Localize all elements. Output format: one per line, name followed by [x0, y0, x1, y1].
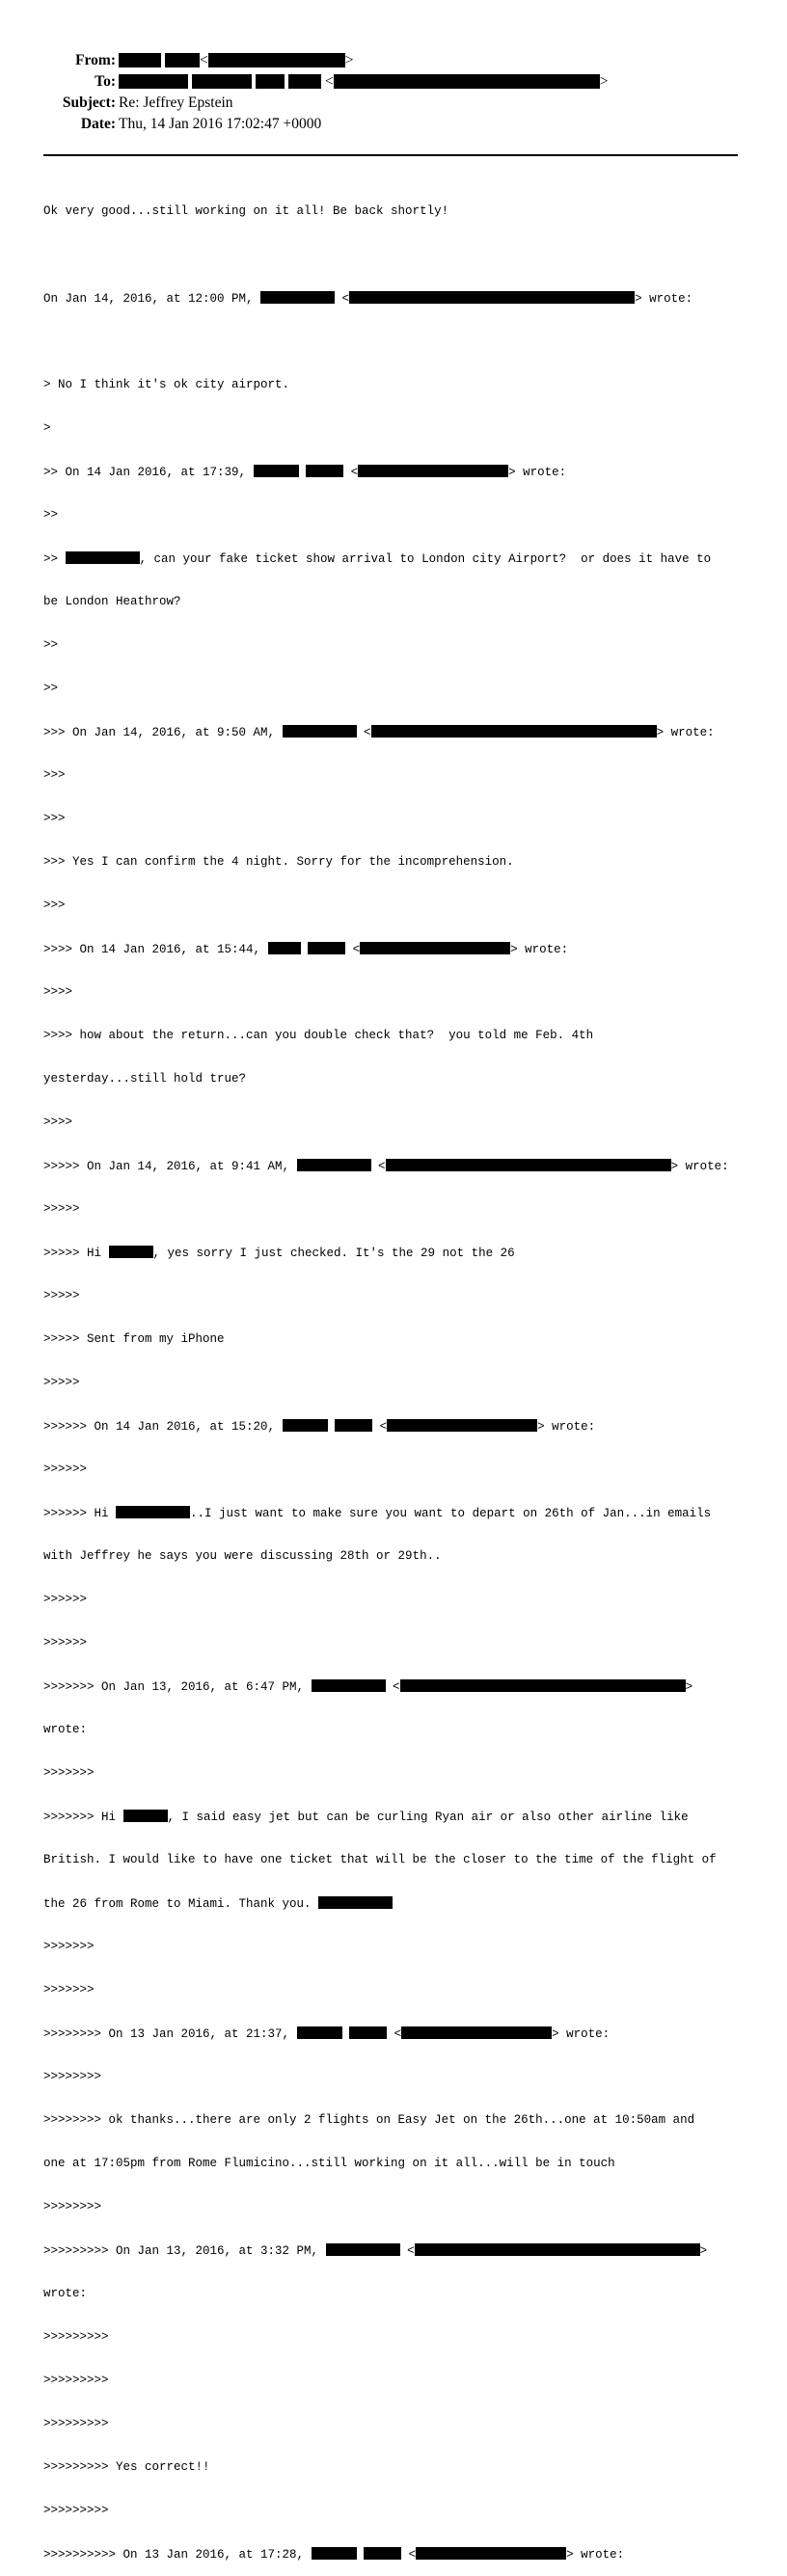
- quote-attribution: >> On 14 Jan 2016, at 17:39, < > wrote:: [43, 466, 567, 479]
- attribution-text: >>>>>>> On Jan 13, 2016, at 6:47 PM,: [43, 1680, 312, 1694]
- body-line: [43, 551, 747, 566]
- line-text: , I said easy jet but can be curling Ryan air or also other airline like: [167, 1811, 689, 1824]
- body-line: >>>>>>>>>: [43, 2374, 109, 2387]
- body-line: >>>>: [43, 985, 73, 999]
- attribution-text: >>>>>> On 14 Jan 2016, at 15:20,: [43, 1420, 283, 1434]
- redaction: [360, 942, 510, 954]
- line-text: the 26 from Rome to Miami. Thank you.: [43, 1897, 319, 1911]
- body-line: >>>>>>>: [43, 1940, 95, 1953]
- attribution-text: >>>> On 14 Jan 2016, at 15:44,: [43, 943, 268, 956]
- body-line: >>>>> Sent from my iPhone: [43, 1332, 225, 1346]
- redaction: [349, 291, 635, 304]
- body-line: wrote:: [43, 1723, 88, 1736]
- body-line: >>: [43, 682, 59, 695]
- redaction: [386, 1159, 671, 1171]
- redaction: [326, 2243, 400, 2256]
- from-value: < >: [119, 50, 354, 71]
- line-text: , can your fake ticket show arrival to London city Airport? or does it have to: [139, 552, 712, 566]
- to-row: [0, 71, 787, 93]
- redaction: [288, 74, 321, 89]
- redaction: [335, 1419, 372, 1432]
- redaction: [260, 291, 335, 304]
- redaction: [358, 465, 508, 477]
- body-line: >>>>>>: [43, 1636, 88, 1650]
- redaction: [123, 1810, 168, 1822]
- body-line: >>>>>>>: [43, 1766, 95, 1780]
- quote-attribution: >>>>>>> On Jan 13, 2016, at 6:47 PM, < >: [43, 1680, 693, 1694]
- from-row: [0, 50, 787, 71]
- redaction: [334, 74, 600, 89]
- body-line: >>>>>>>: [43, 1983, 95, 1997]
- body-line: >>>>>>: [43, 1593, 88, 1606]
- redaction: [283, 1419, 328, 1432]
- body-line: yesterday...still hold true?: [43, 1072, 247, 1086]
- body-line: >>>: [43, 899, 66, 912]
- redaction: [116, 1506, 190, 1518]
- redaction: [297, 1159, 371, 1171]
- to-label: To:: [95, 73, 116, 90]
- body-line: >>>: [43, 812, 66, 825]
- date-label: Date:: [80, 116, 116, 132]
- body-line: >>>>>>>>: [43, 2200, 102, 2214]
- attribution-text: >>>>>>>>>> On 13 Jan 2016, at 17:28,: [43, 2548, 312, 2562]
- body-line: >>>>>>>>: [43, 2070, 102, 2083]
- body-line: >>: [43, 508, 59, 522]
- attribution-suffix: wrote:: [678, 1160, 729, 1173]
- redaction: [306, 465, 343, 477]
- body-line: be London Heathrow?: [43, 595, 181, 608]
- redaction: [192, 74, 252, 89]
- body-line: >>>>>>: [43, 1462, 88, 1476]
- body-line: >>>>>: [43, 1289, 80, 1302]
- line-text: ..I just want to make sure you want to depart on 26th of Jan...in emails: [190, 1507, 712, 1520]
- body-line: >>>: [43, 768, 66, 782]
- to-value: < >: [119, 71, 609, 93]
- redaction: [312, 1679, 386, 1692]
- body-line: >: [43, 421, 51, 435]
- quote-prefix: >>: [43, 552, 66, 566]
- email-header: [0, 50, 787, 137]
- email-body: [43, 175, 747, 2576]
- attribution-suffix: wrote:: [515, 466, 567, 479]
- quote-attribution: >>>>>> On 14 Jan 2016, at 15:20, < > wrote:: [43, 1420, 596, 1434]
- body-line: >>>>>>>>>: [43, 2504, 109, 2517]
- redaction: [415, 2243, 700, 2256]
- body-line: > No I think it's ok city airport.: [43, 378, 290, 391]
- redaction: [387, 1419, 537, 1432]
- quote-attribution: >>>>>>>>> On Jan 13, 2016, at 3:32 PM, < >: [43, 2244, 708, 2258]
- body-line: wrote:: [43, 2287, 88, 2300]
- attribution-text: >>> On Jan 14, 2016, at 9:50 AM,: [43, 726, 283, 739]
- redaction: [312, 2547, 357, 2560]
- quote-attribution: >>>>>>>>>> On 13 Jan 2016, at 17:28, < > wrote:: [43, 2548, 625, 2562]
- redaction: [66, 551, 140, 564]
- quote-prefix: >>>>>> Hi: [43, 1507, 117, 1520]
- redaction: [119, 53, 161, 67]
- redaction: [268, 942, 301, 954]
- body-line: [43, 1246, 747, 1260]
- redaction: [318, 1896, 393, 1909]
- body-line: >>>>>>>>>: [43, 2417, 109, 2430]
- redaction: [297, 2026, 342, 2039]
- subject-row: [0, 93, 787, 114]
- date-value: Thu, 14 Jan 2016 17:02:47 +0000: [119, 116, 322, 132]
- attribution-suffix: wrote:: [641, 292, 693, 306]
- redaction: [349, 2026, 387, 2039]
- quote-prefix: >>>>> Hi: [43, 1247, 109, 1260]
- redaction: [283, 725, 357, 738]
- redaction: [371, 725, 657, 738]
- body-line: one at 17:05pm from Rome Flumicino...still working on it all...will be in touch: [43, 2157, 615, 2170]
- body-line: >>>>>: [43, 1376, 80, 1389]
- line-text: , yes sorry I just checked. It's the 29 not the 26: [152, 1247, 515, 1260]
- body-line: [43, 1506, 747, 1520]
- header-divider: [43, 154, 738, 156]
- blank-line: [43, 335, 747, 349]
- body-line: [43, 1896, 747, 1911]
- attribution-text: >> On 14 Jan 2016, at 17:39,: [43, 466, 254, 479]
- body-line: >>>>>: [43, 1202, 80, 1216]
- body-line: [43, 1810, 747, 1824]
- attribution-suffix: wrote:: [558, 2027, 611, 2041]
- from-label: From:: [75, 52, 116, 68]
- attribution-suffix: wrote:: [664, 726, 715, 739]
- body-line: with Jeffrey he says you were discussing 28th or 29th..: [43, 1549, 442, 1563]
- quote-attribution: >>>>> On Jan 14, 2016, at 9:41 AM, < > wrote:: [43, 1160, 729, 1173]
- redaction: [401, 2026, 552, 2039]
- redaction: [308, 942, 345, 954]
- attribution-text: On Jan 14, 2016, at 12:00 PM,: [43, 292, 261, 306]
- subject-value: Re: Jeffrey Epstein: [119, 94, 233, 111]
- redaction: [416, 2547, 566, 2560]
- redaction: [256, 74, 285, 89]
- body-line: >>> Yes I can confirm the 4 night. Sorry for the incomprehension.: [43, 855, 514, 869]
- redaction: [208, 53, 345, 67]
- attribution-suffix: wrote:: [544, 1420, 596, 1434]
- attribution-text: >>>>> On Jan 14, 2016, at 9:41 AM,: [43, 1160, 297, 1173]
- body-line: >>>>: [43, 1115, 73, 1129]
- quote-attribution: >>>>>>>> On 13 Jan 2016, at 21:37, < > wrote:: [43, 2027, 611, 2041]
- body-line: >>>>>>>> ok thanks...there are only 2 flights on Easy Jet on the 26th...one at 10:50am and: [43, 2113, 695, 2127]
- quote-attribution: >>>> On 14 Jan 2016, at 15:44, < > wrote:: [43, 943, 569, 956]
- body-line: >>: [43, 638, 59, 652]
- redaction: [364, 2547, 401, 2560]
- redaction: [254, 465, 299, 477]
- quote-prefix: >>>>>>> Hi: [43, 1811, 123, 1824]
- body-line: >>>> how about the return...can you double check that? you told me Feb. 4th: [43, 1029, 594, 1042]
- body-line: >>>>>>>>>: [43, 2330, 109, 2344]
- quote-attribution: On Jan 14, 2016, at 12:00 PM, < > wrote:: [43, 292, 693, 306]
- redaction: [119, 74, 188, 89]
- redaction: [400, 1679, 686, 1692]
- attribution-text: >>>>>>>>> On Jan 13, 2016, at 3:32 PM,: [43, 2244, 326, 2258]
- attribution-suffix: wrote:: [517, 943, 569, 956]
- blank-line: [43, 248, 747, 262]
- redaction: [109, 1246, 153, 1258]
- body-line: >>>>>>>>> Yes correct!!: [43, 2460, 210, 2474]
- redaction: [165, 53, 200, 67]
- date-row: [0, 114, 787, 135]
- subject-label: Subject:: [62, 94, 116, 111]
- quote-attribution: >>> On Jan 14, 2016, at 9:50 AM, < > wrote:: [43, 726, 715, 739]
- attribution-text: >>>>>>>> On 13 Jan 2016, at 21:37,: [43, 2027, 297, 2041]
- body-line: Ok very good...still working on it all! Be back shortly!: [43, 204, 449, 218]
- body-line: British. I would like to have one ticket that will be the closer to the time of the flight of: [43, 1853, 717, 1866]
- attribution-suffix: wrote:: [573, 2548, 625, 2562]
